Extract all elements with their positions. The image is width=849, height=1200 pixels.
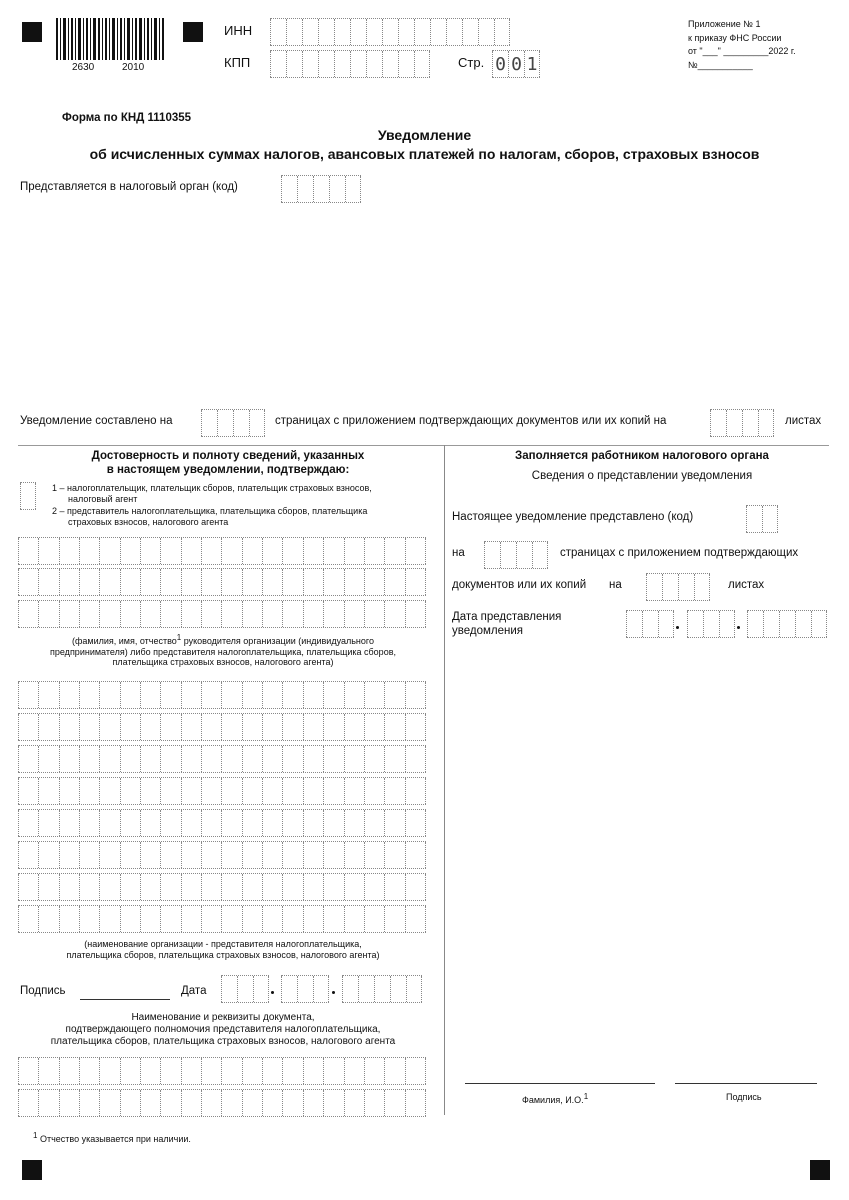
org-row[interactable]	[18, 713, 426, 741]
submitted-code-label: Настоящее уведомление представлено (код)	[452, 511, 694, 523]
column-divider	[444, 445, 445, 1115]
officer-fio-caption-text: Фамилия, И.О.	[522, 1095, 584, 1105]
kpp-label: КПП	[224, 55, 251, 70]
officer-fio-caption	[522, 1092, 588, 1106]
submission-date-label	[452, 610, 561, 638]
org-row[interactable]	[18, 809, 426, 837]
fio-caption-line1	[18, 633, 428, 647]
signature-label: Подпись	[20, 985, 66, 997]
doc-caption-line1: Наименование и реквизиты документа,	[131, 1012, 315, 1023]
right-sheets-field[interactable]	[646, 573, 710, 601]
page-digit: 0	[492, 51, 508, 77]
org-row[interactable]	[18, 841, 426, 869]
fio-caption	[18, 633, 428, 668]
form-subtitle: об исчисленных суммах налогов, авансовых платежей по налогам, сборов, страховых взносов	[89, 146, 760, 162]
inn-field[interactable]	[270, 18, 510, 46]
submission-day-field[interactable]	[626, 610, 674, 638]
fio-caption-part: руководителя организации (индивидуального	[181, 636, 374, 646]
signer-type-field[interactable]	[20, 482, 36, 510]
option-1-line2: налоговый агент	[68, 493, 138, 504]
page-number-field[interactable]	[492, 50, 540, 78]
date-day-field[interactable]	[221, 975, 269, 1003]
org-caption	[18, 939, 428, 960]
corner-marker-top-left	[22, 22, 42, 42]
doc-caption-line2: подтверждающего полномочия представителя налогоплательщика,	[65, 1024, 381, 1035]
footnote-ref: 1	[583, 1092, 589, 1101]
barcode-number-right: 2010	[122, 62, 145, 73]
docs-label: документов или их копий	[452, 579, 587, 591]
composed-on-label: Уведомление составлено на	[20, 415, 173, 427]
doc-caption-line3: плательщика сборов, плательщика страховых взносов, налогового агента	[50, 1036, 396, 1047]
barcode-icon	[56, 18, 164, 60]
left-heading-line1: Достоверность и полноту сведений, указанных	[91, 450, 365, 462]
doc-row[interactable]	[18, 1089, 426, 1117]
footnote-ref: 1	[176, 633, 182, 642]
appendix-line: №___________	[688, 59, 753, 70]
form-title: Уведомление	[377, 127, 472, 143]
left-heading-line2: в настоящем уведомлении, подтверждаю:	[106, 464, 350, 476]
tax-authority-code-field[interactable]	[281, 175, 361, 203]
right-pages-label: страницах с приложением подтверждающих	[560, 547, 799, 559]
page-digit: 1	[524, 51, 540, 77]
org-row[interactable]	[18, 777, 426, 805]
barcode-number-left: 2630	[72, 62, 95, 73]
on-label-2: на	[609, 579, 622, 591]
date-label: Дата	[181, 985, 207, 997]
option-1	[52, 483, 372, 504]
fio-caption-line3: плательщика страховых взносов, налогового агента)	[112, 657, 334, 667]
date-separator	[271, 991, 274, 994]
officer-signature-line[interactable]	[675, 1083, 817, 1084]
on-label: на	[452, 547, 465, 559]
fio-caption-line2: предпринимателя) либо представителя налогоплательщика, плательщика сборов,	[50, 646, 396, 657]
appendix-line: Приложение № 1	[688, 19, 761, 29]
appendix-line: к приказу ФНС России	[688, 32, 782, 43]
submitted-code-field[interactable]	[746, 505, 778, 533]
officer-signature-caption: Подпись	[726, 1092, 762, 1102]
officer-fio-line[interactable]	[465, 1083, 655, 1084]
sheets-count-field[interactable]	[710, 409, 774, 437]
date-separator	[676, 626, 679, 629]
pages-with-docs-label: страницах с приложением подтверждающих документов или их копий на	[275, 415, 667, 427]
submission-year-field[interactable]	[747, 610, 827, 638]
fio-row[interactable]	[18, 568, 426, 596]
org-caption-line1: (наименование организации - представителя налогоплательщика,	[84, 939, 362, 949]
date-separator	[332, 991, 335, 994]
pages-count-field[interactable]	[201, 409, 265, 437]
footnote-text: Отчество указывается при наличии.	[39, 1134, 191, 1144]
option-1-line1: 1 – налогоплательщик, плательщик сборов, плательщик страховых взносов,	[52, 483, 372, 493]
inn-label: ИНН	[224, 23, 253, 38]
date-separator	[737, 626, 740, 629]
option-2	[52, 506, 367, 527]
footnote	[33, 1131, 191, 1145]
org-row[interactable]	[18, 681, 426, 709]
option-2-line1: 2 – представитель налогоплательщика, плательщика сборов, плательщика	[52, 506, 368, 516]
right-sheets-label: листах	[728, 579, 765, 591]
tax-authority-label: Представляется в налоговый орган (код)	[20, 181, 238, 193]
option-2-line2: страховых взносов, налогового агента	[68, 516, 229, 527]
corner-marker-top-mid	[183, 22, 203, 42]
footnote-marker: 1	[33, 1131, 38, 1140]
doc-caption	[18, 1012, 428, 1048]
submission-month-field[interactable]	[687, 610, 735, 638]
doc-row[interactable]	[18, 1057, 426, 1085]
right-pages-field[interactable]	[484, 541, 548, 569]
date-year-field[interactable]	[342, 975, 422, 1003]
section-divider	[18, 445, 829, 446]
form-knd: Форма по КНД 1110355	[62, 112, 192, 124]
fio-row[interactable]	[18, 537, 426, 565]
signature-line[interactable]	[80, 999, 170, 1000]
submission-date-label-line2: уведомления	[452, 625, 523, 637]
fio-caption-part: (фамилия, имя, отчество	[71, 636, 177, 646]
appendix-line: от "___" _________2022 г.	[688, 46, 796, 56]
corner-marker-bottom-left	[22, 1160, 42, 1180]
fio-row[interactable]	[18, 600, 426, 628]
page-digit: 0	[508, 51, 524, 77]
right-subheading: Сведения о представлении уведомления	[531, 470, 753, 482]
org-caption-line2: плательщика сборов, плательщика страховых взносов, налогового агента)	[66, 949, 380, 960]
org-row[interactable]	[18, 745, 426, 773]
date-month-field[interactable]	[281, 975, 329, 1003]
sheets-label: листах	[785, 415, 822, 427]
org-row[interactable]	[18, 905, 426, 933]
page-label: Стр.	[458, 55, 485, 70]
appendix-block	[688, 19, 796, 70]
barcode	[56, 18, 164, 60]
corner-marker-bottom-right	[810, 1160, 830, 1180]
org-row[interactable]	[18, 873, 426, 901]
right-heading: Заполняется работником налогового органа	[515, 450, 769, 462]
submission-date-label-line1: Дата представления	[452, 611, 562, 623]
kpp-field[interactable]	[270, 50, 430, 78]
